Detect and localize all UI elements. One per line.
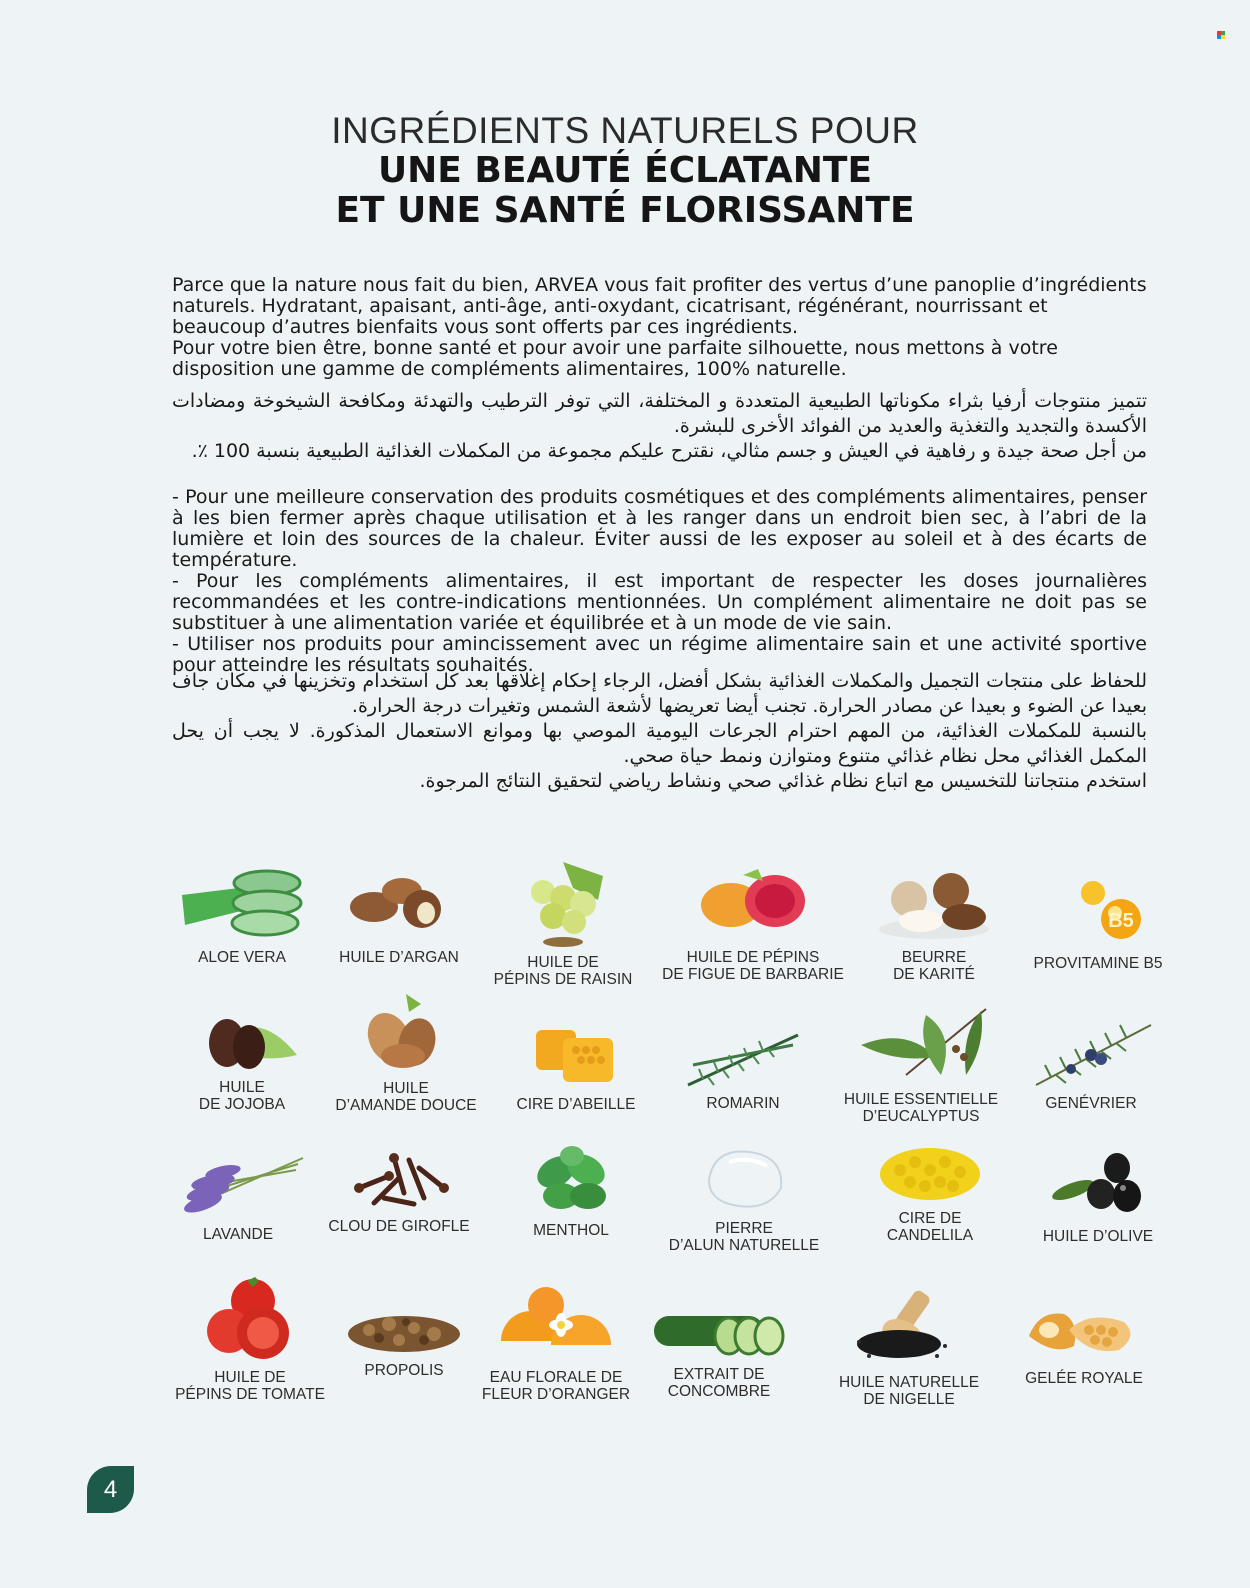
ingredient-beeswax <box>481 1020 671 1113</box>
vitamin-b5-icon <box>1043 875 1153 951</box>
ingredient-argan <box>304 865 494 966</box>
mint-icon <box>516 1140 626 1218</box>
ingredient-alum-stone <box>649 1140 839 1254</box>
ingredient-eucalyptus <box>826 1005 1016 1125</box>
ingredient-label: EXTRAIT DE CONCOMBRE <box>667 1366 771 1400</box>
ingredient-orange-blossom <box>461 1285 651 1403</box>
alum-stone-icon <box>689 1140 799 1216</box>
ingredient-label: GENÉVRIER <box>1045 1095 1137 1112</box>
ingredient-label: HUILE D’ARGAN <box>339 949 459 966</box>
argan-icon <box>344 865 454 945</box>
ingredient-jojoba <box>147 1005 337 1113</box>
intro-fr-paragraph: Parce que la nature nous fait du bien, ARVEA vous fait profiter des vertus d’une panoplie d’ingrédients naturels. Hydratant, apaisant, anti-âge, anti-oxydant, cicatrisant, régénérant, nourrissant et beaucoup d’autres bienfaits vous sont offerts par ces ingrédients. <box>172 274 1147 338</box>
grape-icon <box>508 858 618 950</box>
intro-arabic <box>172 389 1147 464</box>
advice-ar-item: للحفاظ على منتجات التجميل والمكملات الغذائية بشكل أفضل، الرجاء إحكام إغلاقها بعد كل استخدام وتخزينها في مكان جاف بعيدا عن الضوء و بعيدا عن مصادر الحرارة. تجنب أيضا تعريضها لأشعة الشمس وتغيرات درجة الحرارة. <box>172 670 1147 717</box>
advice-ar-item: استخدم منتجاتنا للتخسيس مع اتباع نظام غذائي صحي ونشاط رياضي لتحقيق النتائج المرجوة. <box>419 770 1147 792</box>
beeswax-icon <box>521 1020 631 1092</box>
color-mark <box>1217 31 1225 39</box>
advice-arabic <box>172 669 1147 794</box>
ingredient-label: CIRE D’ABEILLE <box>516 1096 636 1113</box>
intro-french <box>172 275 1147 380</box>
ingredient-label: CIRE DE CANDELILA <box>886 1210 974 1244</box>
ingredient-nigella <box>814 1286 1004 1408</box>
ingredient-label: HUILE D’OLIVE <box>1042 1228 1154 1245</box>
ingredient-grape <box>468 858 658 988</box>
ingredient-label: EAU FLORALE DE FLEUR D’ORANGER <box>481 1369 631 1403</box>
aloe-vera-icon <box>177 865 307 945</box>
juniper-icon <box>1026 1015 1156 1091</box>
intro-fr-paragraph: Pour votre bien être, bonne santé et pour avoir une parfaite silhouette, nous mettons à votre disposition une gamme de compléments alimentaires, 100% naturelle. <box>172 337 1058 380</box>
ingredient-prickly-pear <box>658 865 848 983</box>
ingredient-label: HUILE DE PÉPINS DE RAISIN <box>493 954 633 988</box>
cucumber-icon <box>649 1302 789 1362</box>
ingredient-label: HUILE DE JOJOBA <box>198 1079 286 1113</box>
jojoba-icon <box>177 1005 307 1075</box>
nigella-icon <box>849 1286 969 1370</box>
ingredient-label: BEURRE DE KARITÉ <box>893 949 975 983</box>
ingredient-label: CLOU DE GIROFLE <box>328 1218 470 1235</box>
ingredient-label: PROPOLIS <box>364 1362 444 1379</box>
ingredient-olive <box>1003 1150 1193 1245</box>
ingredient-almond <box>311 990 501 1114</box>
ingredient-label: HUILE NATURELLE DE NIGELLE <box>838 1374 980 1408</box>
clove-icon <box>344 1148 454 1214</box>
title-line-3: ET UNE SANTÉ FLORISSANTE <box>335 190 915 231</box>
ingredient-juniper <box>996 1015 1186 1112</box>
orange-blossom-icon <box>491 1285 621 1365</box>
title-line-1: INGRÉDIENTS NATURELS POUR <box>331 110 919 151</box>
ingredient-label: MENTHOL <box>533 1222 609 1239</box>
advice-fr-item: - Utiliser nos produits pour amincissement avec un régime alimentaire sain et une activité sportive pour atteindre les résultats souhaités. <box>172 633 1147 676</box>
shea-icon <box>869 865 999 945</box>
eucalyptus-icon <box>846 1005 996 1087</box>
ingredient-label: HUILE ESSENTIELLE D’EUCALYPTUS <box>843 1091 999 1125</box>
propolis-icon <box>344 1300 464 1358</box>
lavender-icon <box>168 1148 308 1222</box>
ingredient-rosemary <box>648 1025 838 1112</box>
prickly-pear-icon <box>693 865 813 945</box>
svg-text:B5: B5 <box>1108 910 1134 932</box>
ingredient-mint <box>476 1140 666 1239</box>
ingredient-label: GELÉE ROYALE <box>1025 1370 1143 1387</box>
advice-ar-item: بالنسبة للمكملات الغذائية، من المهم احترام الجرعات اليومية الموصي بها وموانع الاستعمال المذكورة. لا يجب أن يحل المكمل الغذائي محل نظام غذائي متنوع ومتوازن ونمط حياة صحي. <box>172 720 1147 767</box>
ingredient-label: ROMARIN <box>706 1095 780 1112</box>
almond-icon <box>351 990 461 1076</box>
olive-icon <box>1043 1150 1153 1224</box>
page-number: 4 <box>87 1466 134 1513</box>
ingredient-candelilla <box>835 1140 1025 1244</box>
rosemary-icon <box>683 1025 803 1091</box>
ingredient-label: PROVITAMINE B5 <box>1033 955 1163 972</box>
ingredient-label: HUILE D’AMANDE DOUCE <box>335 1080 477 1114</box>
ingredient-label: ALOE VERA <box>198 949 286 966</box>
ingredient-clove <box>304 1148 494 1235</box>
ingredient-label: PIERRE D’ALUN NATURELLE <box>668 1220 820 1254</box>
intro-ar-paragraph: تتميز منتوجات أرفيا بثراء مكوناتها الطبيعية المتعددة و المختلفة، التي توفر الترطيب والتهدئة ومكافحة الشيخوخة ومضادات الأكسدة والتجديد والتغذية والعديد من الفوائد الأخرى للبشرة. <box>172 390 1147 437</box>
ingredient-royal-jelly <box>989 1296 1179 1387</box>
ingredient-label: LAVANDE <box>202 1226 274 1243</box>
ingredient-vitamin-b5 <box>1003 875 1193 972</box>
intro-ar-paragraph: من أجل صحة جيدة و رفاهية في العيش و جسم مثالي، نقترح عليكم مجموعة من المكملات الغذائية الطبيعية بنسبة 100 ٪. <box>191 440 1147 462</box>
ingredient-label: HUILE DE PÉPINS DE TOMATE <box>175 1369 325 1403</box>
candelilla-icon <box>875 1140 985 1206</box>
royal-jelly-icon <box>1019 1296 1149 1366</box>
ingredient-label: HUILE DE PÉPINS DE FIGUE DE BARBARIE <box>662 949 844 983</box>
tomato-icon <box>195 1275 305 1365</box>
advice-french <box>172 487 1147 676</box>
ingredient-cucumber <box>624 1302 814 1400</box>
advice-fr-item: - Pour une meilleure conservation des produits cosmétiques et des compléments alimentaires, penser à les bien fermer après chaque utilisation et à les ranger dans un endroit bien sec, à l’abri de la lumière et loin des sources de la chaleur. Éviter aussi de les exposer au soleil et à des écarts de température. <box>172 486 1147 571</box>
title-line-2: UNE BEAUTÉ ÉCLATANTE <box>377 150 873 191</box>
ingredient-shea <box>839 865 1029 983</box>
advice-fr-item: - Pour les compléments alimentaires, il est important de respecter les doses journalières recommandées et les contre-indications mentionnées. Un complément alimentaire ne doit pas se substituer à une alimentation variée et équilibrée et à un mode de vie sain. <box>172 570 1147 634</box>
